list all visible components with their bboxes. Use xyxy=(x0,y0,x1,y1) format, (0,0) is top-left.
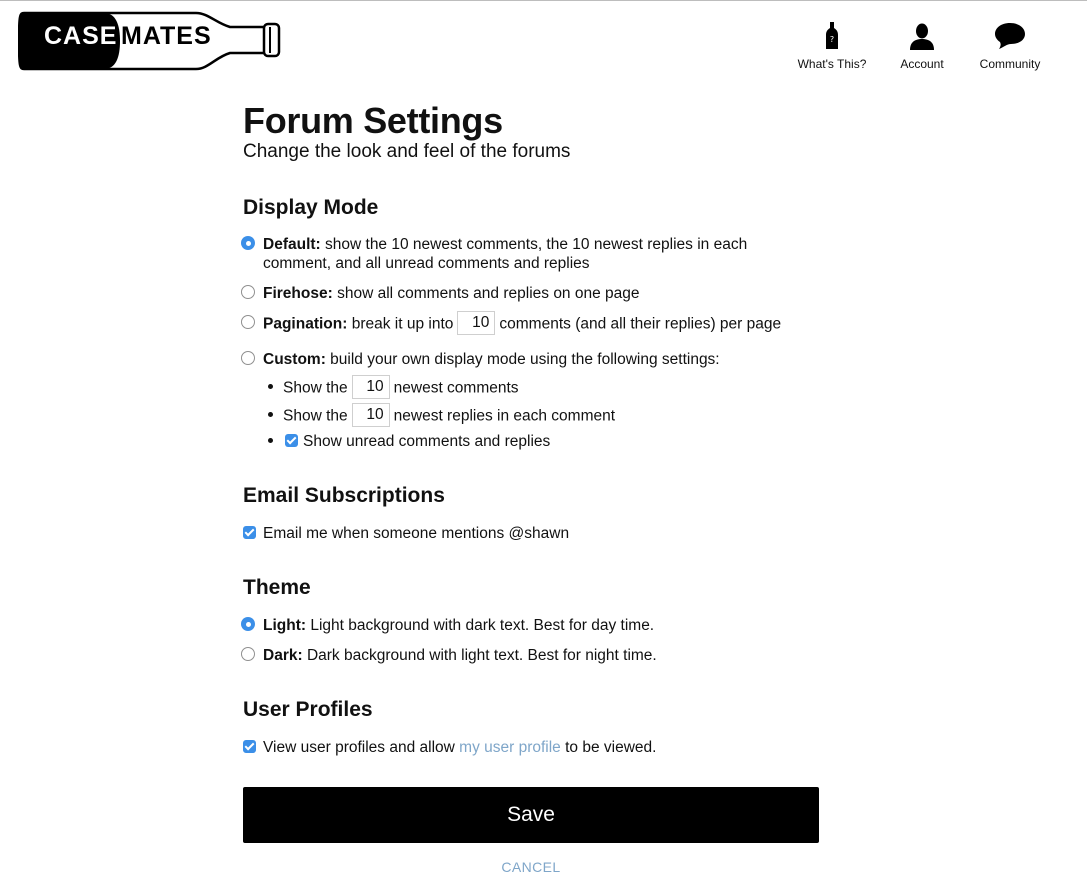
pagination-count-input[interactable]: 10 xyxy=(457,311,495,335)
email-subscriptions-heading: Email Subscriptions xyxy=(243,484,445,507)
nav-community[interactable] xyxy=(973,18,1047,71)
display-mode-pagination-text xyxy=(263,314,781,335)
svg-text:?: ? xyxy=(829,35,835,44)
theme-light-text xyxy=(263,616,654,635)
display-mode-custom-radio[interactable] xyxy=(241,351,255,365)
email-mentions-label: Email me when someone mentions @shawn xyxy=(263,525,570,542)
display-mode-custom-label: Custom: xyxy=(263,351,326,368)
email-mentions-checkbox[interactable] xyxy=(243,526,256,539)
display-mode-pagination-suffix: comments (and all their replies) per page xyxy=(499,315,782,333)
logo-word-case: CASE xyxy=(44,22,118,50)
list-bullet xyxy=(268,412,273,417)
nav-whats-this[interactable] xyxy=(793,18,871,71)
display-mode-firehose-text xyxy=(263,284,640,303)
custom-newest-comments-prefix: Show the xyxy=(283,379,348,397)
nav-whats-this-label: What's This? xyxy=(797,57,867,71)
custom-newest-replies-input[interactable]: 10 xyxy=(352,403,390,427)
user-profiles-suffix: to be viewed. xyxy=(565,739,657,756)
speech-bubble-icon xyxy=(973,18,1047,50)
logo-word-mates: MATES xyxy=(121,22,212,50)
cancel-link[interactable]: CANCEL xyxy=(501,859,561,875)
display-mode-default-text xyxy=(263,235,783,273)
casemates-logo[interactable] xyxy=(18,9,284,73)
my-user-profile-link[interactable]: my user profile xyxy=(459,739,561,756)
display-mode-pagination-radio[interactable] xyxy=(241,315,255,329)
custom-show-unread-checkbox[interactable] xyxy=(285,434,298,447)
user-icon xyxy=(893,18,951,50)
display-mode-firehose-radio[interactable] xyxy=(241,285,255,299)
top-border xyxy=(0,0,1087,1)
display-mode-default-description: show the 10 newest comments, the 10 newest replies in each comment, and all unread comments and replies xyxy=(263,236,748,272)
list-bullet xyxy=(268,384,273,389)
nav-community-label: Community xyxy=(979,57,1041,71)
theme-dark-description: Dark background with light text. Best for night time. xyxy=(306,647,657,664)
save-button[interactable]: Save xyxy=(243,787,819,843)
theme-light-radio[interactable] xyxy=(241,617,255,631)
theme-light-label: Light: xyxy=(263,617,307,634)
theme-light-description: Light background with dark text. Best for day time. xyxy=(310,617,655,634)
display-mode-default-label: Default: xyxy=(263,236,321,253)
page-subtitle: Change the look and feel of the forums xyxy=(243,141,571,162)
theme-heading: Theme xyxy=(243,576,311,599)
custom-newest-replies-setting xyxy=(283,406,615,427)
display-mode-default-radio[interactable] xyxy=(241,236,255,250)
list-bullet xyxy=(268,438,273,443)
display-mode-pagination-prefix: break it up into xyxy=(351,315,454,333)
bottle-question-icon xyxy=(793,18,871,50)
display-mode-custom-description: build your own display mode using the following settings: xyxy=(330,351,720,368)
custom-newest-comments-setting xyxy=(283,378,519,399)
custom-newest-replies-prefix: Show the xyxy=(283,407,348,425)
nav-account[interactable] xyxy=(893,18,951,71)
custom-newest-replies-suffix: newest replies in each comment xyxy=(393,407,616,425)
display-mode-heading: Display Mode xyxy=(243,196,379,219)
theme-dark-text xyxy=(263,646,657,665)
custom-newest-comments-input[interactable]: 10 xyxy=(352,375,390,399)
user-profiles-heading: User Profiles xyxy=(243,698,373,721)
page-title: Forum Settings xyxy=(243,100,503,141)
display-mode-pagination-label: Pagination: xyxy=(263,315,348,333)
display-mode-firehose-label: Firehose: xyxy=(263,285,333,302)
nav-account-label: Account xyxy=(900,57,944,71)
custom-show-unread-label: Show unread comments and replies xyxy=(303,433,551,450)
theme-dark-radio[interactable] xyxy=(241,647,255,661)
display-mode-firehose-description: show all comments and replies on one page xyxy=(337,285,640,302)
user-profiles-prefix: View user profiles and allow xyxy=(263,739,455,756)
theme-dark-label: Dark: xyxy=(263,647,303,664)
page-header xyxy=(243,100,819,162)
display-mode-custom-text xyxy=(263,350,720,369)
custom-newest-comments-suffix: newest comments xyxy=(393,379,519,397)
user-profiles-text xyxy=(263,738,656,757)
user-profiles-checkbox[interactable] xyxy=(243,740,256,753)
